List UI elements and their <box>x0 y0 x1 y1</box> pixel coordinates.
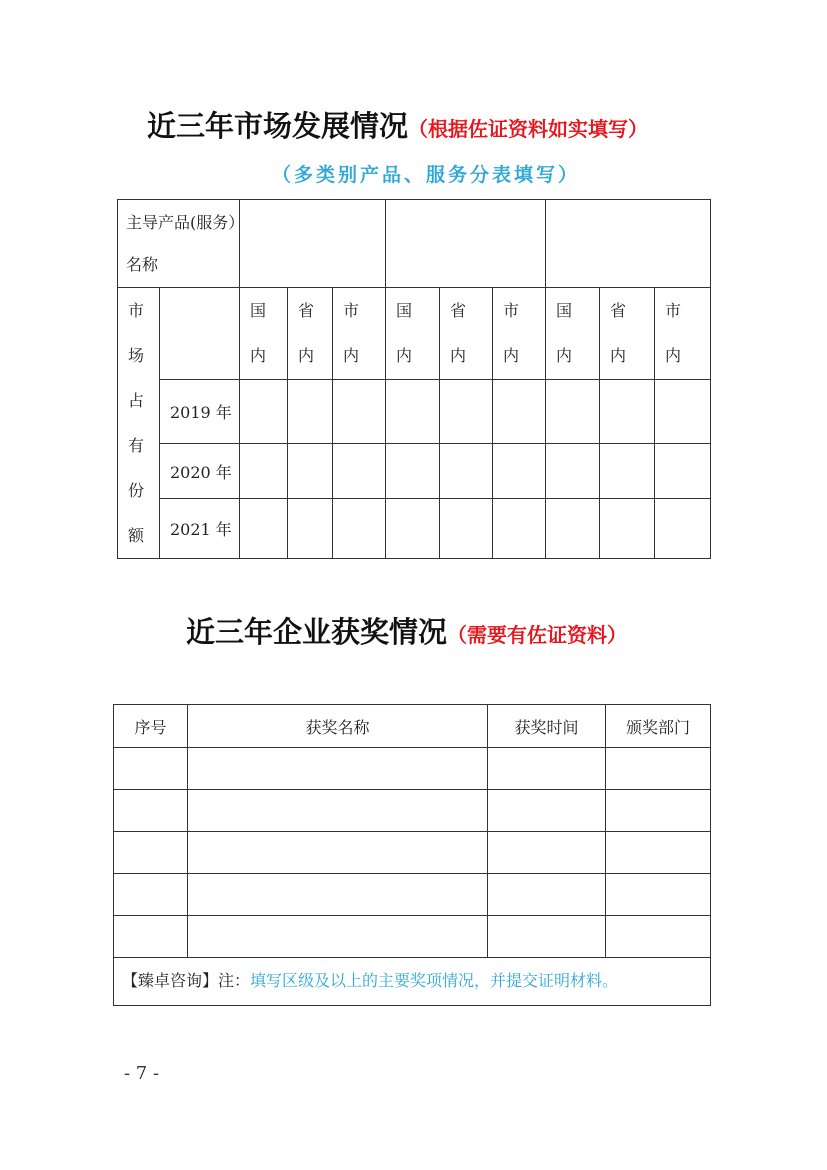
scope-header-2: 省内 <box>288 288 333 380</box>
share-cell[interactable] <box>240 443 288 499</box>
award-date-cell[interactable] <box>488 874 606 916</box>
market-share-label: 市场占有份额 <box>128 301 145 545</box>
share-cell[interactable] <box>386 499 440 559</box>
col-header-issuer: 颁奖部门 <box>606 705 711 748</box>
col-header-index: 序号 <box>114 705 188 748</box>
scope-header-6: 市内 <box>493 288 546 380</box>
page-number: - 7 - <box>124 1063 160 1084</box>
award-issuer-cell[interactable] <box>606 748 711 790</box>
share-cell[interactable] <box>493 499 546 559</box>
award-issuer-cell[interactable] <box>606 916 711 958</box>
awards-title-text: 近三年企业获奖情况 <box>186 615 448 649</box>
award-row <box>114 832 711 874</box>
share-cell[interactable] <box>288 380 333 444</box>
award-issuer-cell[interactable] <box>606 832 711 874</box>
share-cell[interactable] <box>288 443 333 499</box>
year-label: 2021 年 <box>160 499 240 559</box>
awards-note-row <box>114 958 711 1006</box>
award-name-cell[interactable] <box>188 916 488 958</box>
product-name-cell-3[interactable] <box>546 200 711 288</box>
year-label: 2020 年 <box>160 443 240 499</box>
award-issuer-cell[interactable] <box>606 874 711 916</box>
award-name-cell[interactable] <box>188 790 488 832</box>
col-header-award-name: 获奖名称 <box>188 705 488 748</box>
share-cell[interactable] <box>333 380 386 444</box>
scope-header-9: 市内 <box>655 288 711 380</box>
award-row <box>114 874 711 916</box>
award-index-cell[interactable] <box>114 748 188 790</box>
year-row-2020 <box>118 443 711 499</box>
scope-header-row <box>118 288 711 380</box>
share-cell[interactable] <box>440 443 493 499</box>
award-date-cell[interactable] <box>488 790 606 832</box>
scope-header-7: 国内 <box>546 288 600 380</box>
award-issuer-cell[interactable] <box>606 790 711 832</box>
market-subtitle: （多类别产品、服务分表填写） <box>272 164 581 186</box>
product-name-cell-1[interactable] <box>240 200 386 288</box>
share-cell[interactable] <box>600 380 655 444</box>
share-cell[interactable] <box>493 443 546 499</box>
market-title-text: 近三年市场发展情况 <box>147 109 409 143</box>
market-share-table <box>117 199 711 559</box>
product-name-cell-2[interactable] <box>386 200 546 288</box>
share-cell[interactable] <box>333 499 386 559</box>
awards-note <box>114 958 711 1006</box>
award-index-cell[interactable] <box>114 874 188 916</box>
award-row <box>114 916 711 958</box>
award-name-cell[interactable] <box>188 748 488 790</box>
share-cell[interactable] <box>546 499 600 559</box>
award-index-cell[interactable] <box>114 916 188 958</box>
award-date-cell[interactable] <box>488 916 606 958</box>
share-cell[interactable] <box>440 499 493 559</box>
award-row <box>114 790 711 832</box>
scope-header-3: 市内 <box>333 288 386 380</box>
share-cell[interactable] <box>386 443 440 499</box>
scope-header-5: 省内 <box>440 288 493 380</box>
share-cell[interactable] <box>655 499 711 559</box>
product-name-label: 主导产品(服务）名称 <box>118 200 240 288</box>
market-section-title <box>147 104 648 145</box>
awards-table <box>113 704 711 1006</box>
share-cell[interactable] <box>655 380 711 444</box>
note-prefix: 【臻卓咨询】注： <box>122 971 251 990</box>
awards-title-note: （需要有佐证资料） <box>447 623 628 647</box>
scope-header-8: 省内 <box>600 288 655 380</box>
scope-header-4: 国内 <box>386 288 440 380</box>
share-cell[interactable] <box>493 380 546 444</box>
share-cell[interactable] <box>288 499 333 559</box>
product-name-row <box>118 200 711 288</box>
award-name-cell[interactable] <box>188 874 488 916</box>
share-cell[interactable] <box>600 499 655 559</box>
blank-header-cell <box>160 288 240 380</box>
award-row <box>114 748 711 790</box>
market-title-note: （根据佐证资料如实填写） <box>408 117 649 141</box>
note-text: 填写区级及以上的主要奖项情况，并提交证明材料。 <box>250 971 619 990</box>
share-cell[interactable] <box>386 380 440 444</box>
share-cell[interactable] <box>333 443 386 499</box>
share-cell[interactable] <box>546 380 600 444</box>
col-header-award-date: 获奖时间 <box>488 705 606 748</box>
share-cell[interactable] <box>600 443 655 499</box>
share-cell[interactable] <box>440 380 493 444</box>
share-cell[interactable] <box>655 443 711 499</box>
award-date-cell[interactable] <box>488 748 606 790</box>
award-index-cell[interactable] <box>114 832 188 874</box>
award-index-cell[interactable] <box>114 790 188 832</box>
year-label: 2019 年 <box>160 380 240 444</box>
share-cell[interactable] <box>240 499 288 559</box>
share-cell[interactable] <box>546 443 600 499</box>
market-share-row-header <box>118 288 160 559</box>
award-name-cell[interactable] <box>188 832 488 874</box>
award-date-cell[interactable] <box>488 832 606 874</box>
year-row-2021 <box>118 499 711 559</box>
awards-section-title <box>186 610 627 651</box>
scope-header-1: 国内 <box>240 288 288 380</box>
awards-header-row <box>114 705 711 748</box>
year-row-2019 <box>118 380 711 444</box>
share-cell[interactable] <box>240 380 288 444</box>
